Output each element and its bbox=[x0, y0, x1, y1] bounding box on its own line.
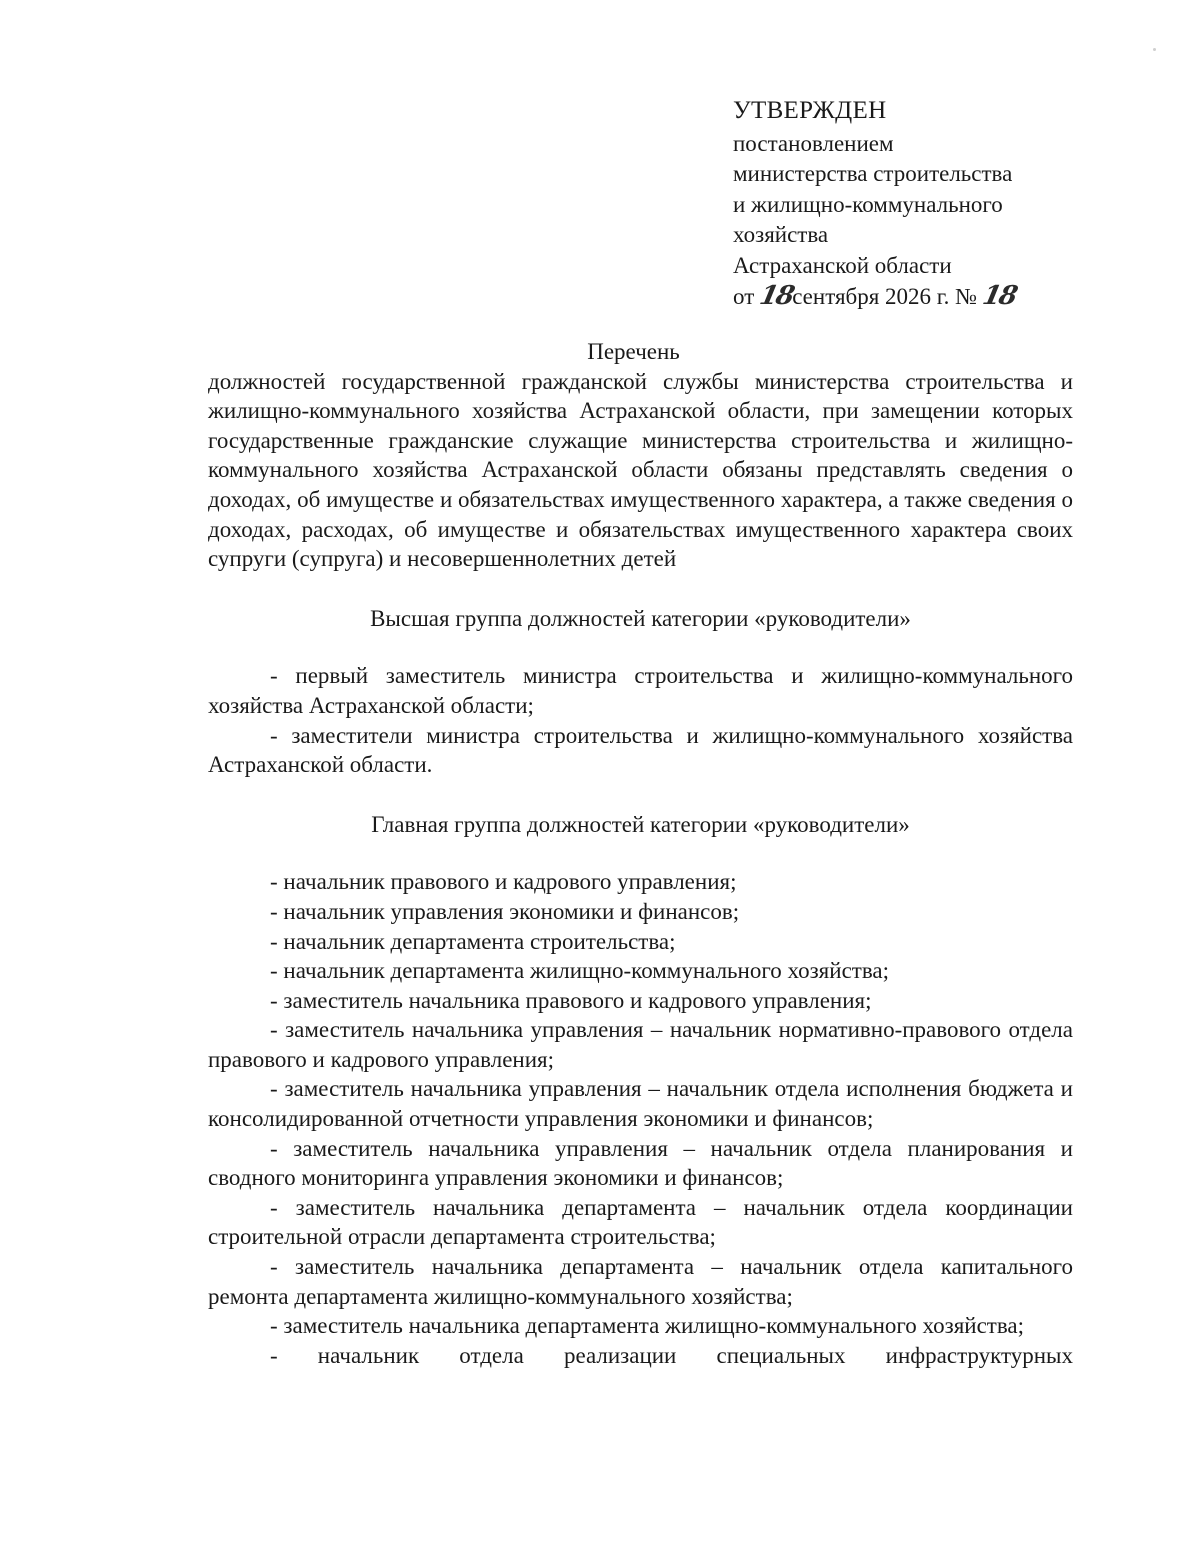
list-item: - заместитель начальника департамента – начальник отдела капитального ремонта департамента жилищно-коммунального хозяйства; bbox=[208, 1254, 1073, 1309]
list-item: - начальник отдела реализации специальных инфраструктурных bbox=[270, 1342, 1073, 1368]
list-item: - начальник департамента жилищно-коммунального хозяйства; bbox=[270, 958, 889, 984]
approval-line-1: постановлением bbox=[733, 130, 894, 156]
handwritten-day: 18 bbox=[756, 281, 796, 311]
document-title-text: Перечень bbox=[587, 339, 680, 364]
approval-line-2: министерства строительства bbox=[733, 161, 1013, 186]
list-item: - начальник правового и кадрового управления; bbox=[270, 869, 737, 895]
list-item: - заместители министра строительства и жилищно-коммунального хозяйства Астраханской области. bbox=[208, 722, 1073, 778]
document-title bbox=[208, 337, 1073, 367]
list-item: - начальник департамента строительства; bbox=[270, 928, 676, 954]
group-heading: Высшая группа должностей категории «руководители» bbox=[370, 605, 911, 631]
list-item: - заместитель начальника департамента – начальник отдела координации строительной отрасли департамента строительства; bbox=[208, 1194, 1073, 1250]
date-prefix: от bbox=[733, 284, 755, 309]
group-highest bbox=[208, 604, 1073, 780]
group-heading: Главная группа должностей категории «руководители» bbox=[371, 811, 910, 837]
document-description: должностей государственной гражданской службы министерства строительства и жилищно-коммунального хозяйства Астраханской области, при замещении которых государственные гражданские служащие министерства строительства и жилищно-коммунального хозяйства Астраханской области обязаны представлять сведения о доходах, об имуществе и обязательствах имущественного характера, а также сведения о доходах, расходах, об имуществе и обязательствах имущественного характера своих супруги (супруга) и несовершеннолетних детей bbox=[208, 368, 1073, 572]
list-item: - заместитель начальника управления – начальник нормативно-правового отдела правового и кадрового управления; bbox=[208, 1017, 1073, 1072]
list-item: - начальник управления экономики и финансов; bbox=[270, 898, 740, 924]
date-rest: сентября 2026 г. № bbox=[792, 284, 978, 309]
list-item: - заместитель начальника управления – начальник отдела планирования и сводного мониторинга управления экономики и финансов; bbox=[208, 1135, 1073, 1191]
approval-line-4: хозяйства bbox=[733, 222, 829, 247]
approval-title: УТВЕРЖДЕН bbox=[733, 97, 887, 124]
approval-line-5: Астраханской области bbox=[733, 252, 952, 278]
list-item: - первый заместитель министра строительства и жилищно-коммунального хозяйства Астраханской области; bbox=[208, 663, 1073, 718]
approval-line-3: и жилищно-коммунального bbox=[733, 191, 1003, 217]
handwritten-number: 18 bbox=[979, 281, 1019, 311]
approval-stamp-block bbox=[733, 96, 1133, 313]
list-item: - заместитель начальника управления – начальник отдела исполнения бюджета и консолидированной отчетности управления экономики и финансов; bbox=[208, 1076, 1073, 1132]
group-main bbox=[208, 810, 1073, 1371]
list-item: - заместитель начальника департамента жилищно-коммунального хозяйства; bbox=[270, 1313, 1025, 1339]
list-item: - заместитель начальника правового и кадрового управления; bbox=[270, 987, 872, 1013]
scan-speck bbox=[1153, 48, 1156, 51]
approval-date-line bbox=[733, 281, 1133, 313]
document-body bbox=[208, 337, 1073, 1370]
